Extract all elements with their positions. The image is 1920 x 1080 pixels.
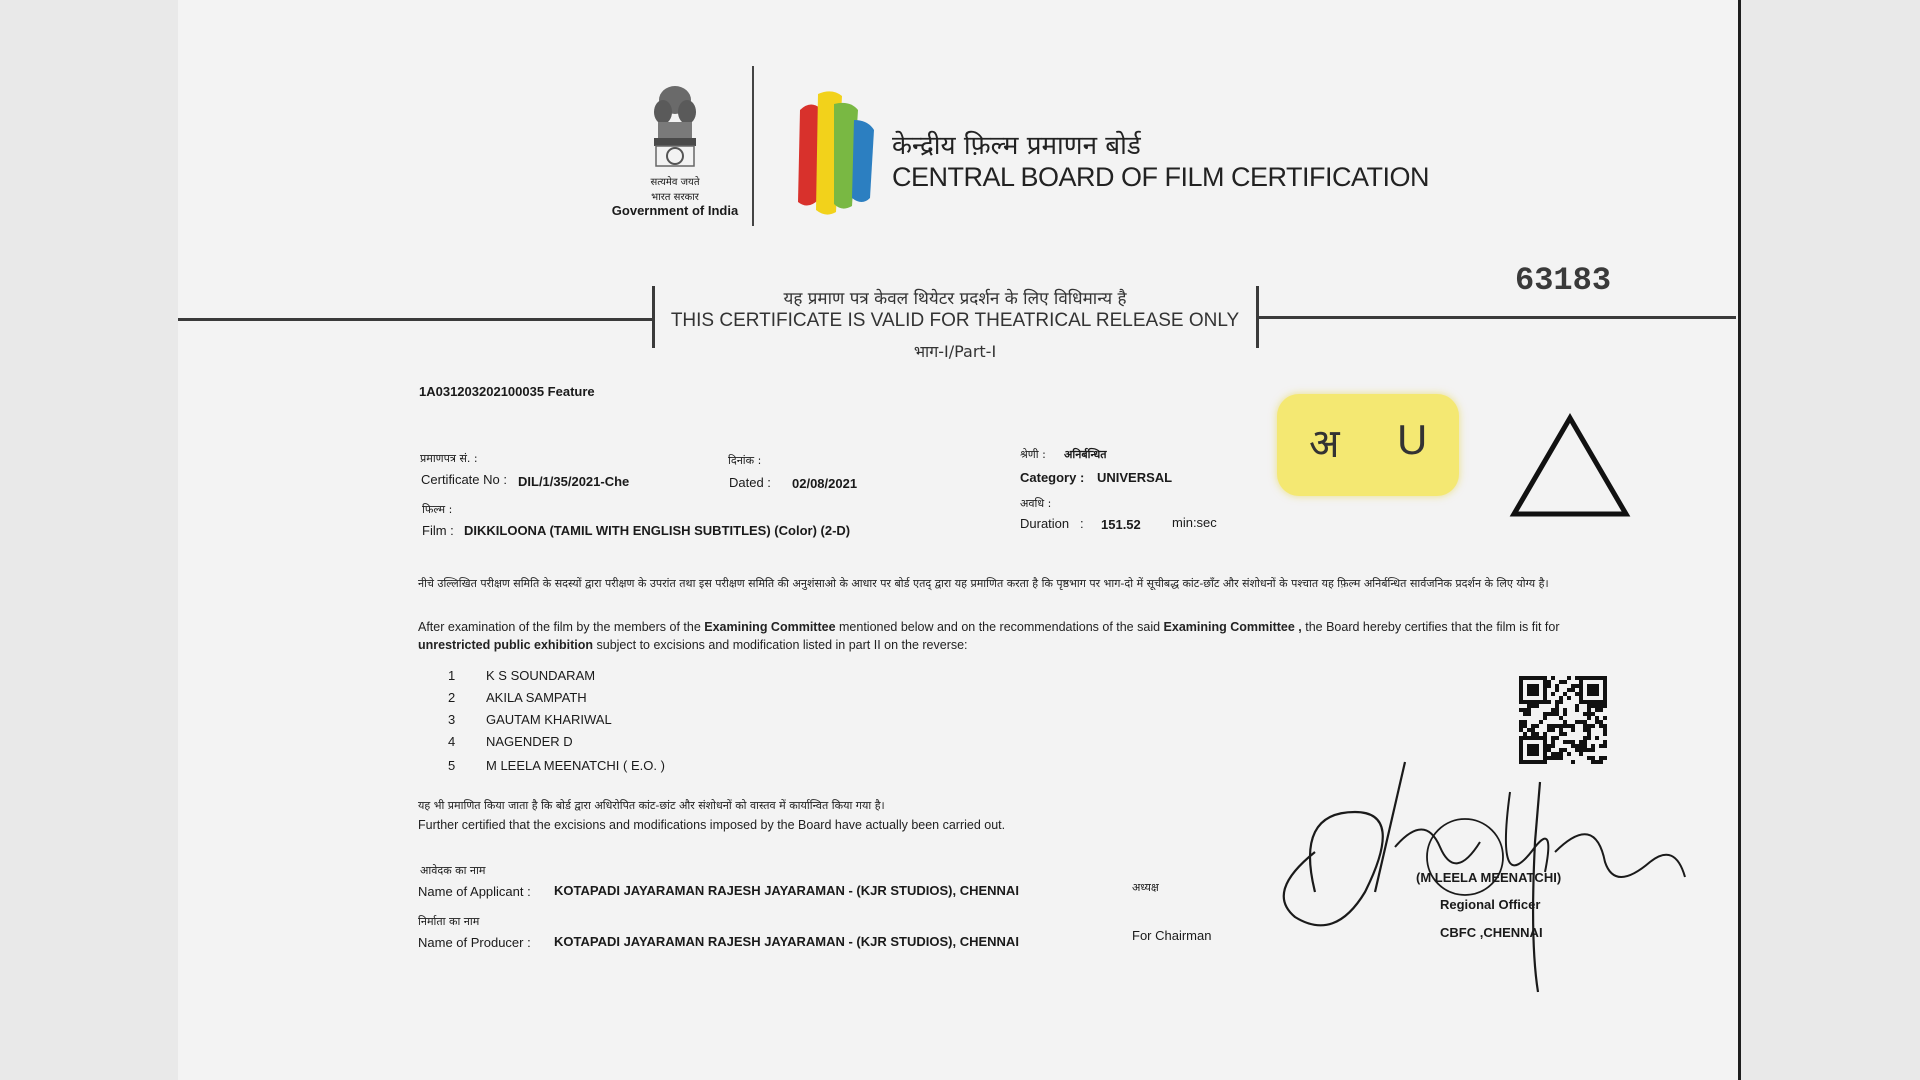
date-label-hindi: दिनांक : — [728, 454, 762, 467]
qr-module — [1599, 708, 1603, 712]
cert-text-part3: the Board hereby certifies that the film is fit for — [1301, 620, 1560, 634]
producer-value: KOTAPADI JAYARAMAN RAJESH JAYARAMAN - (KJR STUDIOS), CHENNAI — [554, 934, 1019, 949]
cert-text-bold1: Examining Committee — [704, 620, 836, 634]
qr-module — [1547, 700, 1551, 704]
qr-module — [1535, 704, 1539, 708]
certificate-no-label-hindi: प्रमाणपत्र सं. : — [420, 452, 478, 465]
qr-module — [1603, 732, 1607, 736]
qr-module — [1543, 716, 1547, 720]
serial-number: 63183 — [1515, 262, 1612, 299]
certificate-no-label: Certificate No : — [421, 472, 507, 487]
qr-module — [1551, 744, 1555, 748]
header-divider — [752, 66, 754, 226]
producer-label-hindi: निर्माता का नाम — [418, 915, 480, 928]
list-item-number: 3 — [448, 712, 456, 727]
qr-module — [1587, 736, 1591, 740]
qr-module — [1563, 712, 1567, 716]
list-item-name: K S SOUNDARAM — [486, 668, 596, 683]
board-name-english: CENTRAL BOARD OF FILM CERTIFICATION — [892, 162, 1430, 192]
qr-module — [1555, 736, 1559, 740]
applicant-value: KOTAPADI JAYARAMAN RAJESH JAYARAMAN - (KJR STUDIOS), CHENNAI — [554, 883, 1019, 898]
certification-text-english — [418, 618, 1590, 654]
qr-module — [1559, 700, 1563, 704]
banner-rule-right — [1256, 316, 1736, 319]
qr-module — [1595, 692, 1599, 696]
banner-bracket-right — [1256, 286, 1259, 348]
validity-part: भाग-I/Part-I — [913, 342, 997, 361]
film-label-hindi: फिल्म : — [422, 503, 453, 516]
qr-module — [1603, 716, 1607, 720]
producer-label: Name of Producer : — [418, 935, 531, 950]
reference-number: 1A031203202100035 Feature — [419, 384, 595, 399]
banner-rule-left — [178, 318, 654, 321]
category-label-hindi: श्रेणी : — [1020, 448, 1046, 461]
qr-module — [1535, 692, 1539, 696]
rating-badge — [1277, 394, 1459, 496]
qr-module — [1603, 744, 1607, 748]
duration-unit: min:sec — [1172, 515, 1217, 530]
cert-text-part4: subject to excisions and modification listed in part II on the reverse: — [593, 638, 968, 652]
cert-text-part2: mentioned below and on the recommendations of the said — [835, 620, 1164, 634]
validity-english: THIS CERTIFICATE IS VALID FOR THEATRICAL RELEASE ONLY — [670, 310, 1240, 331]
date-value: 02/08/2021 — [792, 476, 858, 491]
list-item-name: NAGENDER D — [486, 734, 573, 749]
qr-module — [1603, 704, 1607, 708]
applicant-label: Name of Applicant : — [418, 884, 531, 899]
applicant-label-hindi: आवेदक का नाम — [420, 864, 486, 877]
qr-module — [1551, 676, 1555, 680]
signatory-office: CBFC ,CHENNAI — [1440, 925, 1543, 940]
qr-module — [1551, 728, 1555, 732]
qr-module — [1591, 724, 1595, 728]
list-item-name: M LEELA MEENATCHI ( E.O. ) — [486, 758, 665, 773]
qr-module — [1587, 716, 1591, 720]
further-certified-hindi: यह भी प्रमाणित किया जाता है कि बोर्ड द्वारा अधिरोपित कांट-छांट और संशोधनों को वास्तव में कार्यान्वित किया गया है। — [418, 799, 885, 812]
category-value-hindi: अनिर्बन्धित — [1064, 448, 1107, 461]
list-item-number: 2 — [448, 690, 456, 705]
qr-module — [1547, 684, 1551, 688]
cbfc-logo-icon — [790, 80, 890, 222]
emblem-govt-english: Government of India — [611, 203, 739, 218]
list-item-number: 4 — [448, 734, 456, 749]
list-item-number: 1 — [448, 668, 456, 683]
emblem-govt-hindi: भारत सरकार — [651, 192, 699, 203]
duration-label-hindi: अवधि : — [1020, 497, 1052, 510]
qr-module — [1563, 680, 1567, 684]
list-item — [448, 690, 587, 705]
date-label: Dated : — [729, 475, 771, 490]
list-item — [448, 734, 573, 749]
qr-module — [1567, 696, 1571, 700]
rating-english: U — [1397, 416, 1428, 463]
list-item — [448, 668, 596, 683]
qr-module — [1551, 692, 1555, 696]
film-label: Film : — [422, 523, 454, 538]
qr-code — [1519, 676, 1607, 764]
qr-module — [1595, 736, 1599, 740]
rating-hindi: अ — [1309, 421, 1340, 467]
qr-module — [1527, 712, 1531, 716]
board-name-hindi: केन्द्रीय फ़िल्म प्रमाणन बोर्ड — [892, 131, 1141, 161]
duration-value: 151.52 — [1101, 517, 1141, 532]
category-value: UNIVERSAL — [1097, 470, 1173, 485]
qr-module — [1555, 688, 1559, 692]
list-item-name: GAUTAM KHARIWAL — [486, 712, 612, 727]
qr-module — [1567, 676, 1571, 680]
certification-text-hindi: नीचे उल्लिखित परीक्षण समिति के सदस्यों द्वारा परीक्षण के उपरांत तथा इस परीक्षण समिति की अनुशंसाओ के आधार पर बोर्ड एतद् द्वारा यह प्रमाणित करता है कि पृष्ठभाग पर भाग-दो में सूचीबद्ध कांट-छाँट और संशोधनों के पश्चात यह फ़िल्म अनिर्बन्धित सार्वजनिक प्रदर्शन के लिए योग्य है। — [418, 577, 1549, 590]
chairman-label-hindi: अध्यक्ष — [1132, 881, 1159, 894]
triangle-mark-icon — [1508, 412, 1632, 520]
list-item — [448, 712, 612, 727]
qr-module — [1539, 720, 1543, 724]
lion-capital-emblem-icon — [640, 82, 710, 174]
cert-text-part1: After examination of the film by the members of the — [418, 620, 705, 634]
qr-module — [1535, 724, 1539, 728]
emblem-motto: सत्यमेव जयते — [650, 177, 700, 188]
qr-module — [1571, 728, 1575, 732]
signatory-title: Regional Officer — [1440, 897, 1541, 912]
list-item-number: 5 — [448, 758, 456, 773]
category-label: Category : — [1020, 470, 1085, 485]
qr-module — [1563, 732, 1567, 736]
film-value: DIKKILOONA (TAMIL WITH ENGLISH SUBTITLES) (Color) (2-D) — [464, 523, 851, 538]
further-certified-english: Further certified that the excisions and modifications imposed by the Board have actually been carried out. — [418, 818, 1006, 832]
signatory-name: (M LEELA MEENATCHI) — [1416, 870, 1562, 885]
emblem — [610, 82, 740, 222]
qr-module — [1575, 708, 1579, 712]
list-item-name: AKILA SAMPATH — [486, 690, 587, 705]
certificate-no-value: DIL/1/35/2021-Che — [518, 474, 630, 489]
cert-text-bold2: Examining Committee , — [1163, 620, 1302, 634]
chairman-label: For Chairman — [1132, 928, 1212, 943]
cert-text-bold3: unrestricted public exhibition — [418, 638, 594, 652]
duration-label: Duration : — [1020, 516, 1084, 531]
list-item — [448, 758, 665, 773]
validity-hindi: यह प्रमाण पत्र केवल थियेटर प्रदर्शन के लिए विधिमान्य है — [783, 289, 1127, 309]
